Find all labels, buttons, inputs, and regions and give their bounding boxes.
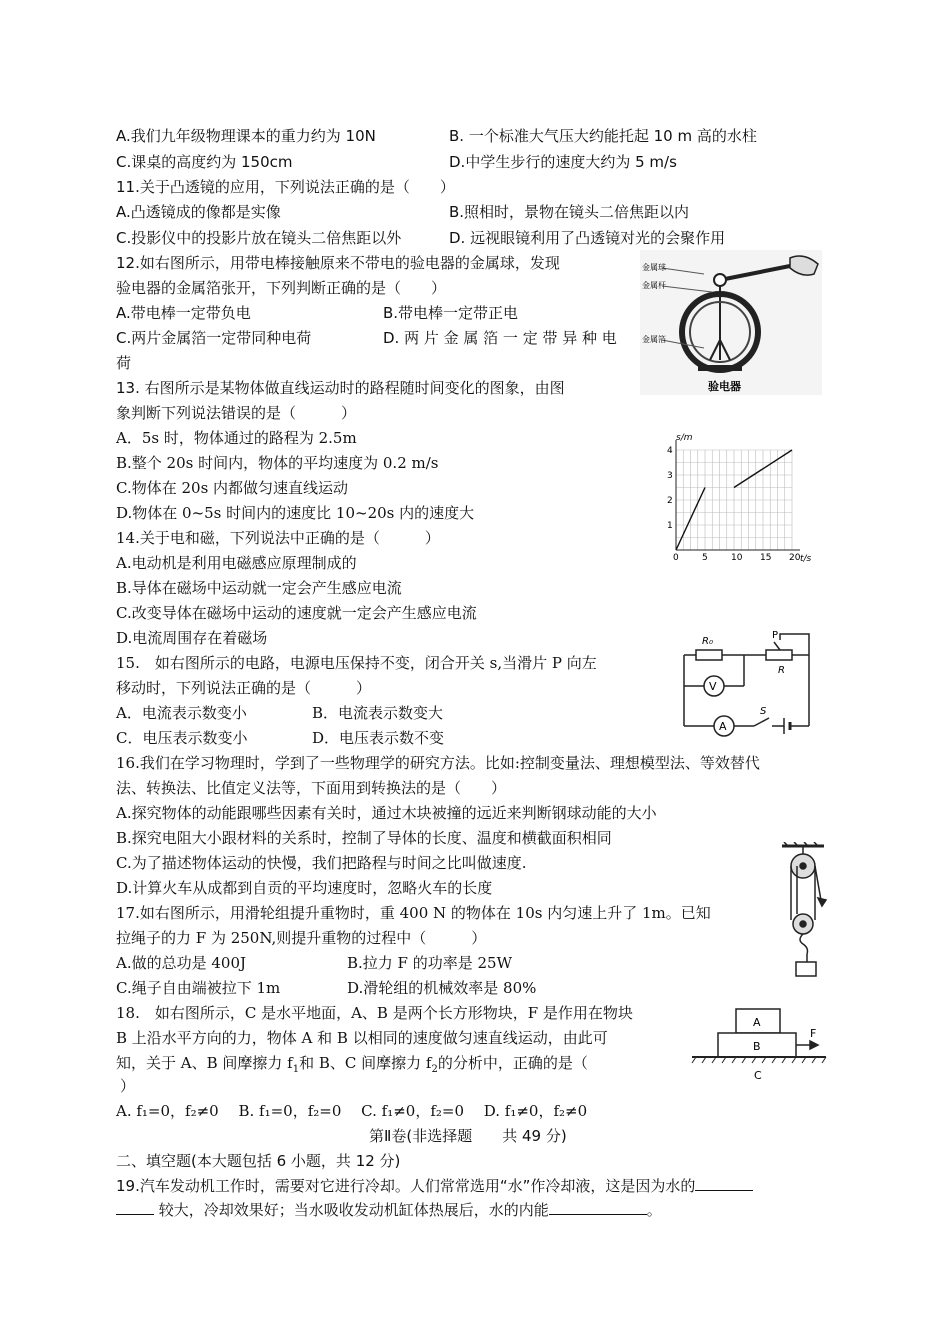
q16-option-d: D.计算火车从成都到自贡的平均速度时，忽略火车的长度 bbox=[116, 879, 493, 897]
q14-stem: 14.关于电和磁，下列说法中正确的是（ ） bbox=[116, 529, 440, 547]
q13-option-b: B.整个 20s 时间内，物体的平均速度为 0.2 m/s bbox=[116, 454, 439, 472]
q15-stem-line2: 移动时，下列说法正确的是（ ） bbox=[116, 679, 372, 697]
chart-x-tick-label: 10 bbox=[731, 553, 743, 563]
block-a-label: A bbox=[753, 1016, 761, 1029]
chart-x-tick-label: 20 bbox=[789, 553, 801, 563]
q16-option-c: C.为了描述物体运动的快慢，我们把路程与时间之比叫做速度. bbox=[116, 854, 527, 872]
electroscope-label-rod: 金属杆 bbox=[642, 281, 666, 290]
section-2-title: 第Ⅱ卷(非选择题 共 49 分) bbox=[369, 1127, 567, 1145]
q17-option-d: D.滑轮组的机械效率是 80% bbox=[347, 979, 537, 997]
q14-option-c: C.改变导体在磁场中运动的速度就一定会产生感应电流 bbox=[116, 604, 477, 622]
electroscope-caption: 验电器 bbox=[708, 380, 741, 393]
electroscope-label-foil: 金属箔 bbox=[642, 335, 666, 344]
fill-section-heading: 二、填空题(本大题包括 6 小题，共 12 分) bbox=[116, 1152, 401, 1170]
q19-blank-2[interactable] bbox=[549, 1200, 647, 1215]
q12-option-b: B.带电棒一定带正电 bbox=[383, 304, 519, 322]
q12-option-d: D. 两 片 金 属 箔 一 定 带 异 种 电 bbox=[383, 329, 617, 347]
q16-option-b: B.探究电阻大小跟材料的关系时，控制了导体的长度、温度和横截面积相同 bbox=[116, 829, 612, 847]
q11-option-a: A.凸透镜成的像都是实像 bbox=[116, 203, 281, 221]
q19-line1: 19.汽车发动机工作时，需要对它进行冷却。人们常常选用“水”作冷却液，这是因为水的 bbox=[116, 1176, 753, 1196]
q12-stem-line2: 验电器的金属箔张开，下列判断正确的是（ ） bbox=[116, 279, 447, 297]
ground-c-label: C bbox=[754, 1069, 762, 1082]
q17-stem-line2: 拉绳子的力 F 为 250N,则提升重物的过程中（ ） bbox=[116, 929, 487, 947]
q15-option-d: D．电压表示数不变 bbox=[312, 729, 445, 747]
chart-x-tick-label: 15 bbox=[760, 553, 772, 563]
circuit-switch-label: S bbox=[760, 706, 767, 717]
q17-option-c: C.绳子自由端被拉下 1m bbox=[116, 979, 281, 997]
q10-option-a: A.我们九年级物理课本的重力约为 10N bbox=[116, 127, 376, 145]
q10-option-d: D.中学生步行的速度大约为 5 m/s bbox=[449, 153, 677, 171]
q12-stem-line1: 12.如右图所示，用带电棒接触原来不带电的验电器的金属球，发现 bbox=[116, 254, 560, 272]
q14-option-d: D.电流周围存在着磁场 bbox=[116, 629, 268, 647]
q13-option-c: C.物体在 20s 内都做匀速直线运动 bbox=[116, 479, 349, 497]
chart-y-axis-label: s/m bbox=[676, 433, 693, 443]
blocks-figure bbox=[690, 1005, 832, 1085]
block-b-label: B bbox=[753, 1040, 761, 1053]
q14-option-a: A.电动机是利用电磁感应原理制成的 bbox=[116, 554, 357, 572]
q11-option-b: B.照相时，景物在镜头二倍焦距以内 bbox=[449, 203, 690, 221]
q15-option-a: A．电流表示数变小 bbox=[116, 704, 247, 722]
q11-option-c: C.投影仪中的投影片放在镜头二倍焦距以外 bbox=[116, 229, 402, 247]
electroscope-figure bbox=[640, 250, 822, 395]
q18-options: A. f₁=0，f₂≠0 B. f₁=0，f₂=0 C. f₁≠0，f₂=0 D. f₁≠0，f₂≠0 bbox=[116, 1102, 588, 1120]
q19-blank-1[interactable] bbox=[695, 1176, 753, 1191]
electroscope-label-ball: 金属球 bbox=[642, 263, 666, 272]
q17-option-a: A.做的总功是 400J bbox=[116, 954, 247, 972]
circuit-r0-label: R₀ bbox=[702, 636, 713, 647]
q16-option-a: A.探究物体的动能跟哪些因素有关时，通过木块被撞的远近来判断钢球动能的大小 bbox=[116, 804, 657, 822]
q13-stem-line1: 13. 右图所示是某物体做直线运动时的路程随时间变化的图象，由图 bbox=[116, 379, 565, 397]
chart-y-tick-label: 3 bbox=[667, 471, 673, 481]
q19-blank-1-cont[interactable] bbox=[116, 1200, 154, 1215]
q12-option-c: C.两片金属箔一定带同种电荷 bbox=[116, 329, 312, 347]
q13-stem-line2: 象判断下列说法错误的是（ ） bbox=[116, 404, 357, 422]
circuit-p-label: P bbox=[772, 630, 779, 641]
q19-line2: 较大，冷却效果好；当水吸收发动机缸体热展后，水的内能 。 bbox=[116, 1200, 662, 1220]
ammeter-icon: A bbox=[719, 720, 727, 733]
chart-x-tick-label: 5 bbox=[702, 553, 708, 563]
force-f-label: F bbox=[810, 1027, 817, 1040]
distance-time-chart bbox=[658, 428, 820, 568]
q14-option-b: B.导体在磁场中运动就一定会产生感应电流 bbox=[116, 579, 402, 597]
q18-stem-line1: 18. 如右图所示，C 是水平地面，A、B 是两个长方形物块，F 是作用在物块 bbox=[116, 1004, 633, 1022]
q13-option-a: A．5s 时，物体通过的路程为 2.5m bbox=[116, 429, 357, 447]
circuit-figure bbox=[674, 628, 824, 746]
q11-stem: 11.关于凸透镜的应用，下列说法正确的是（ ） bbox=[116, 178, 455, 196]
circuit-r-label: R bbox=[778, 665, 785, 676]
q12-option-a: A.带电棒一定带负电 bbox=[116, 304, 251, 322]
chart-y-tick-label: 2 bbox=[667, 496, 673, 506]
q18-stem-line3: 知，关于 A、B 间摩擦力 $f_1$和 B、C 间摩擦力 $f_2$的分析中，正确的是（ bbox=[116, 1054, 588, 1075]
q18-stem-line2: B 上沿水平方向的力，物体 A 和 B 以相同的速度做匀速直线运动，由此可 bbox=[116, 1029, 608, 1047]
voltmeter-icon: V bbox=[709, 680, 717, 693]
q18-stem-line4: ） bbox=[120, 1077, 136, 1095]
q16-stem-line1: 16.我们在学习物理时，学到了一些物理学的研究方法。比如:控制变量法、理想模型法、等效替代 bbox=[116, 754, 760, 772]
q16-stem-line2: 法、转换法、比值定义法等，下面用到转换法的是（ ） bbox=[116, 779, 507, 797]
chart-x-axis-label: t/s bbox=[800, 554, 812, 564]
q10-option-c: C.课桌的高度约为 150cm bbox=[116, 153, 293, 171]
q13-option-d: D.物体在 0~5s 时间内的速度比 10~20s 内的速度大 bbox=[116, 504, 475, 522]
q15-option-c: C．电压表示数变小 bbox=[116, 729, 248, 747]
q10-option-b: B. 一个标准大气压大约能托起 10 m 高的水柱 bbox=[449, 127, 757, 145]
q15-option-b: B．电流表示数变大 bbox=[312, 704, 444, 722]
chart-y-tick-label: 4 bbox=[667, 446, 673, 456]
q15-stem-line1: 15. 如右图所示的电路，电源电压保持不变，闭合开关 s,当滑片 P 向左 bbox=[116, 654, 597, 672]
chart-x-tick-label: 0 bbox=[673, 553, 679, 563]
q12-option-d-wrap: 荷 bbox=[116, 354, 132, 372]
chart-y-tick-label: 1 bbox=[667, 521, 673, 531]
pulley-figure bbox=[780, 842, 830, 980]
q17-option-b: B.拉力 F 的功率是 25W bbox=[347, 954, 513, 972]
q17-stem-line1: 17.如右图所示，用滑轮组提升重物时，重 400 N 的物体在 10s 内匀速上升了 1m。已知 bbox=[116, 904, 711, 922]
q11-option-d: D. 远视眼镜利用了凸透镜对光的会聚作用 bbox=[449, 229, 726, 247]
